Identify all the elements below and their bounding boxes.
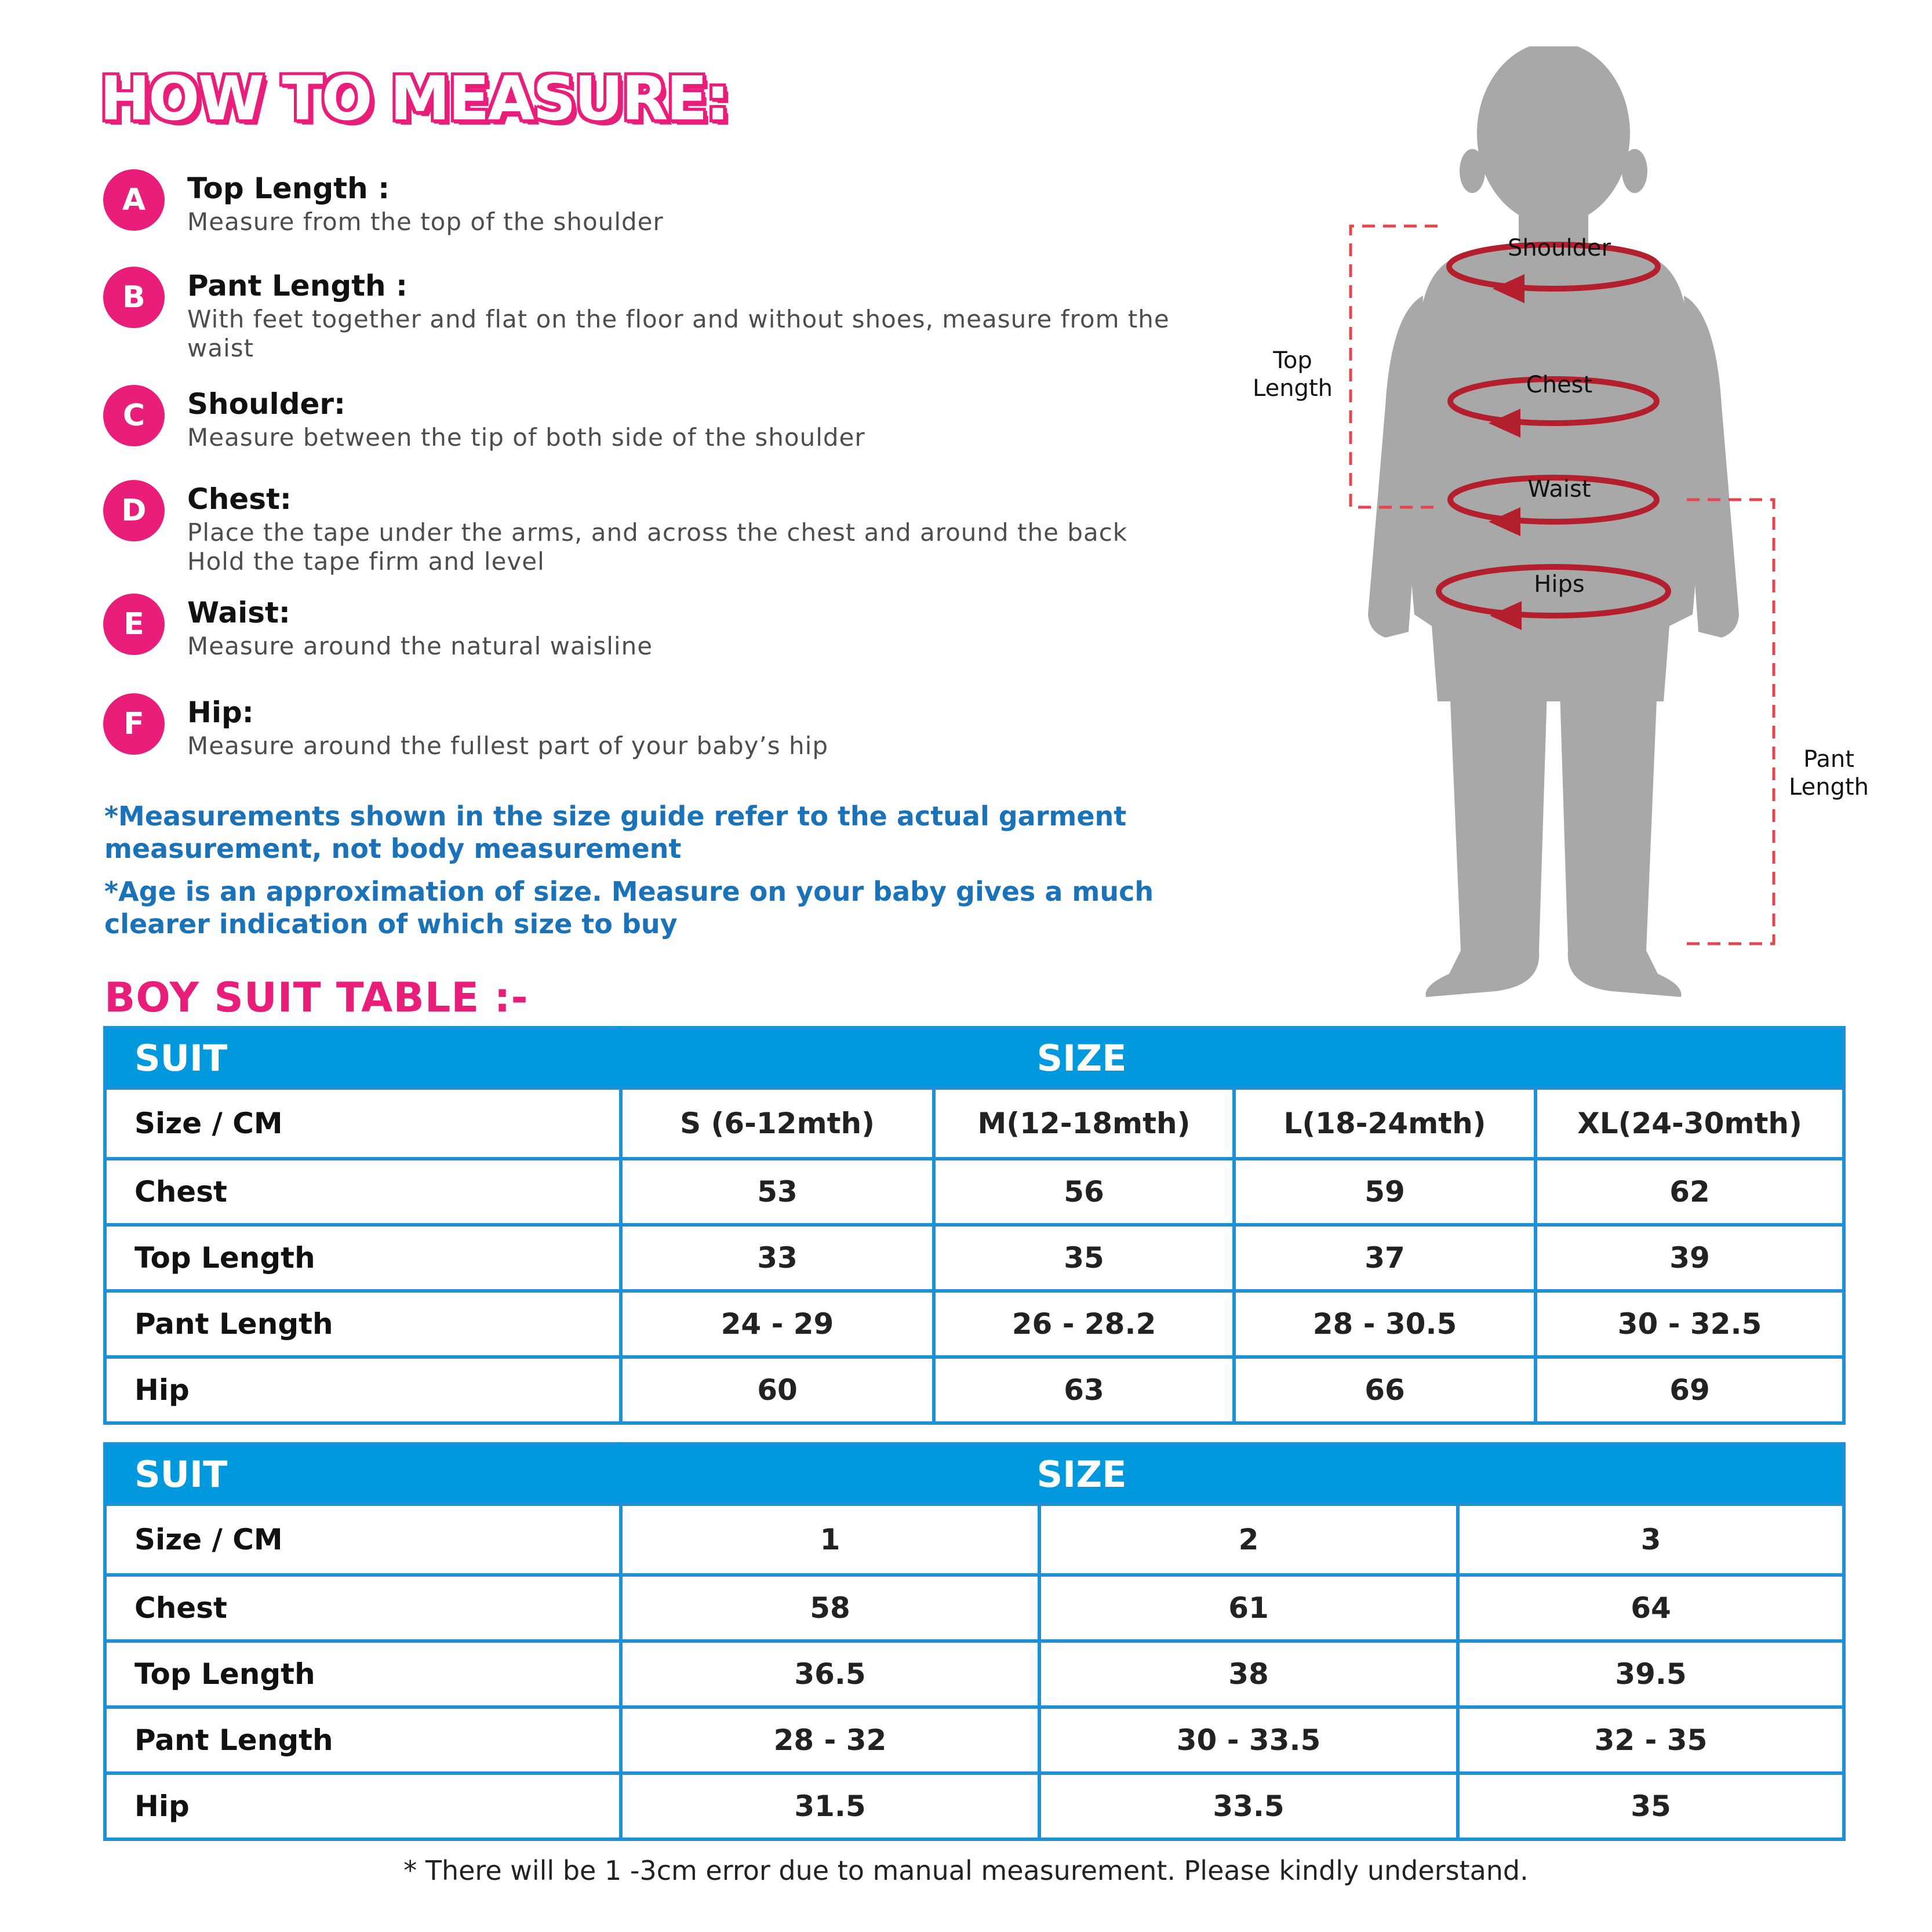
badge-f: F (103, 693, 165, 755)
table-cell: 56 (934, 1159, 1234, 1225)
suit-header: SUIT (105, 1444, 621, 1504)
measure-title: Shoulder: (187, 387, 346, 421)
size-table-months (103, 1026, 1846, 1425)
page-title: HOW TO MEASURE: (100, 63, 729, 134)
row-label: Top Length (105, 1225, 621, 1291)
column-header: Size / CM (105, 1504, 621, 1575)
row-label: Pant Length (105, 1707, 621, 1773)
badge-e: E (103, 594, 165, 655)
size-table-numeric (103, 1442, 1846, 1841)
column-header: 3 (1458, 1504, 1844, 1575)
note-garment-measurement: *Measurements shown in the size guide refer to the actual garment measurement, not body measurement (104, 801, 1127, 864)
measure-title: Waist: (187, 596, 290, 630)
measure-title: Top Length : (187, 172, 390, 205)
label-pant-length: Pant Length (1789, 746, 1869, 801)
table-cell: 35 (1458, 1773, 1844, 1839)
table-cell: 63 (934, 1357, 1234, 1423)
table-row (105, 1357, 1844, 1423)
column-header: Size / CM (105, 1088, 621, 1159)
table-cell: 24 - 29 (621, 1291, 934, 1357)
column-header: M(12-18mth) (934, 1088, 1234, 1159)
column-header: L(18-24mth) (1234, 1088, 1536, 1159)
row-label: Chest (105, 1159, 621, 1225)
column-header: XL(24-30mth) (1536, 1088, 1844, 1159)
label-hips: Hips (1534, 571, 1585, 598)
child-figure-diagram (1217, 46, 1932, 1009)
table-cell: 69 (1536, 1357, 1844, 1423)
label-waist: Waist (1527, 476, 1591, 503)
column-header: 2 (1039, 1504, 1458, 1575)
table-row (105, 1291, 1844, 1357)
measure-desc: Place the tape under the arms, and across the chest and around the back Hold the tape firm and level (187, 518, 1128, 576)
table-row (105, 1641, 1844, 1707)
table-row (105, 1773, 1844, 1839)
table-cell: 33 (621, 1225, 934, 1291)
table-cell: 28 - 32 (621, 1707, 1039, 1773)
measure-desc: With feet together and flat on the floor and without shoes, measure from the waist (187, 305, 1170, 362)
measure-desc: Measure between the tip of both side of the shoulder (187, 423, 865, 452)
table-cell: 36.5 (621, 1641, 1039, 1707)
label-shoulder: Shoulder (1507, 235, 1611, 261)
table-cell: 33.5 (1039, 1773, 1458, 1839)
table-cell: 39.5 (1458, 1641, 1844, 1707)
size-header: SIZE (621, 1028, 1844, 1088)
row-label: Hip (105, 1773, 621, 1839)
badge-d: D (103, 480, 165, 541)
table-header (105, 1444, 1844, 1504)
measure-desc: Measure around the fullest part of your baby’s hip (187, 732, 828, 760)
label-top-length: Top Length (1253, 347, 1333, 402)
measure-title: Pant Length : (187, 269, 408, 303)
table-cell: 26 - 28.2 (934, 1291, 1234, 1357)
size-header: SIZE (621, 1444, 1844, 1504)
row-label: Chest (105, 1575, 621, 1641)
table-row (105, 1707, 1844, 1773)
column-header: 1 (621, 1504, 1039, 1575)
table-cell: 35 (934, 1225, 1234, 1291)
table-cell: 59 (1234, 1159, 1536, 1225)
badge-a: A (103, 169, 165, 231)
column-header: S (6-12mth) (621, 1088, 934, 1159)
row-label: Top Length (105, 1641, 621, 1707)
table-cell: 38 (1039, 1641, 1458, 1707)
boy-suit-table-title: BOY SUIT TABLE :- (104, 974, 529, 1021)
table-cell: 62 (1536, 1159, 1844, 1225)
row-label: Hip (105, 1357, 621, 1423)
table-row (105, 1159, 1844, 1225)
table-row (105, 1575, 1844, 1641)
table-header (105, 1028, 1844, 1088)
table-cell: 64 (1458, 1575, 1844, 1641)
table-cell: 53 (621, 1159, 934, 1225)
table-cell: 30 - 32.5 (1536, 1291, 1844, 1357)
note-age-approximation: *Age is an approximation of size. Measure on your baby gives a much clearer indication of which size to buy (104, 876, 1154, 940)
table-cell: 60 (621, 1357, 934, 1423)
badge-b: B (103, 267, 165, 328)
label-chest: Chest (1526, 372, 1593, 398)
measure-desc: Measure around the natural waisline (187, 632, 653, 660)
table-row (105, 1225, 1844, 1291)
footnote: * There will be 1 -3cm error due to manual measurement. Please kindly understand. (403, 1855, 1529, 1886)
measure-title: Hip: (187, 696, 254, 729)
table-row (105, 1504, 1844, 1575)
table-cell: 32 - 35 (1458, 1707, 1844, 1773)
measure-title: Chest: (187, 482, 292, 516)
table-cell: 61 (1039, 1575, 1458, 1641)
suit-header: SUIT (105, 1028, 621, 1088)
table-row (105, 1088, 1844, 1159)
row-label: Pant Length (105, 1291, 621, 1357)
table-cell: 66 (1234, 1357, 1536, 1423)
measure-desc: Measure from the top of the shoulder (187, 208, 664, 236)
table-cell: 28 - 30.5 (1234, 1291, 1536, 1357)
table-cell: 58 (621, 1575, 1039, 1641)
badge-c: C (103, 385, 165, 446)
table-cell: 31.5 (621, 1773, 1039, 1839)
table-cell: 39 (1536, 1225, 1844, 1291)
table-cell: 30 - 33.5 (1039, 1707, 1458, 1773)
table-cell: 37 (1234, 1225, 1536, 1291)
